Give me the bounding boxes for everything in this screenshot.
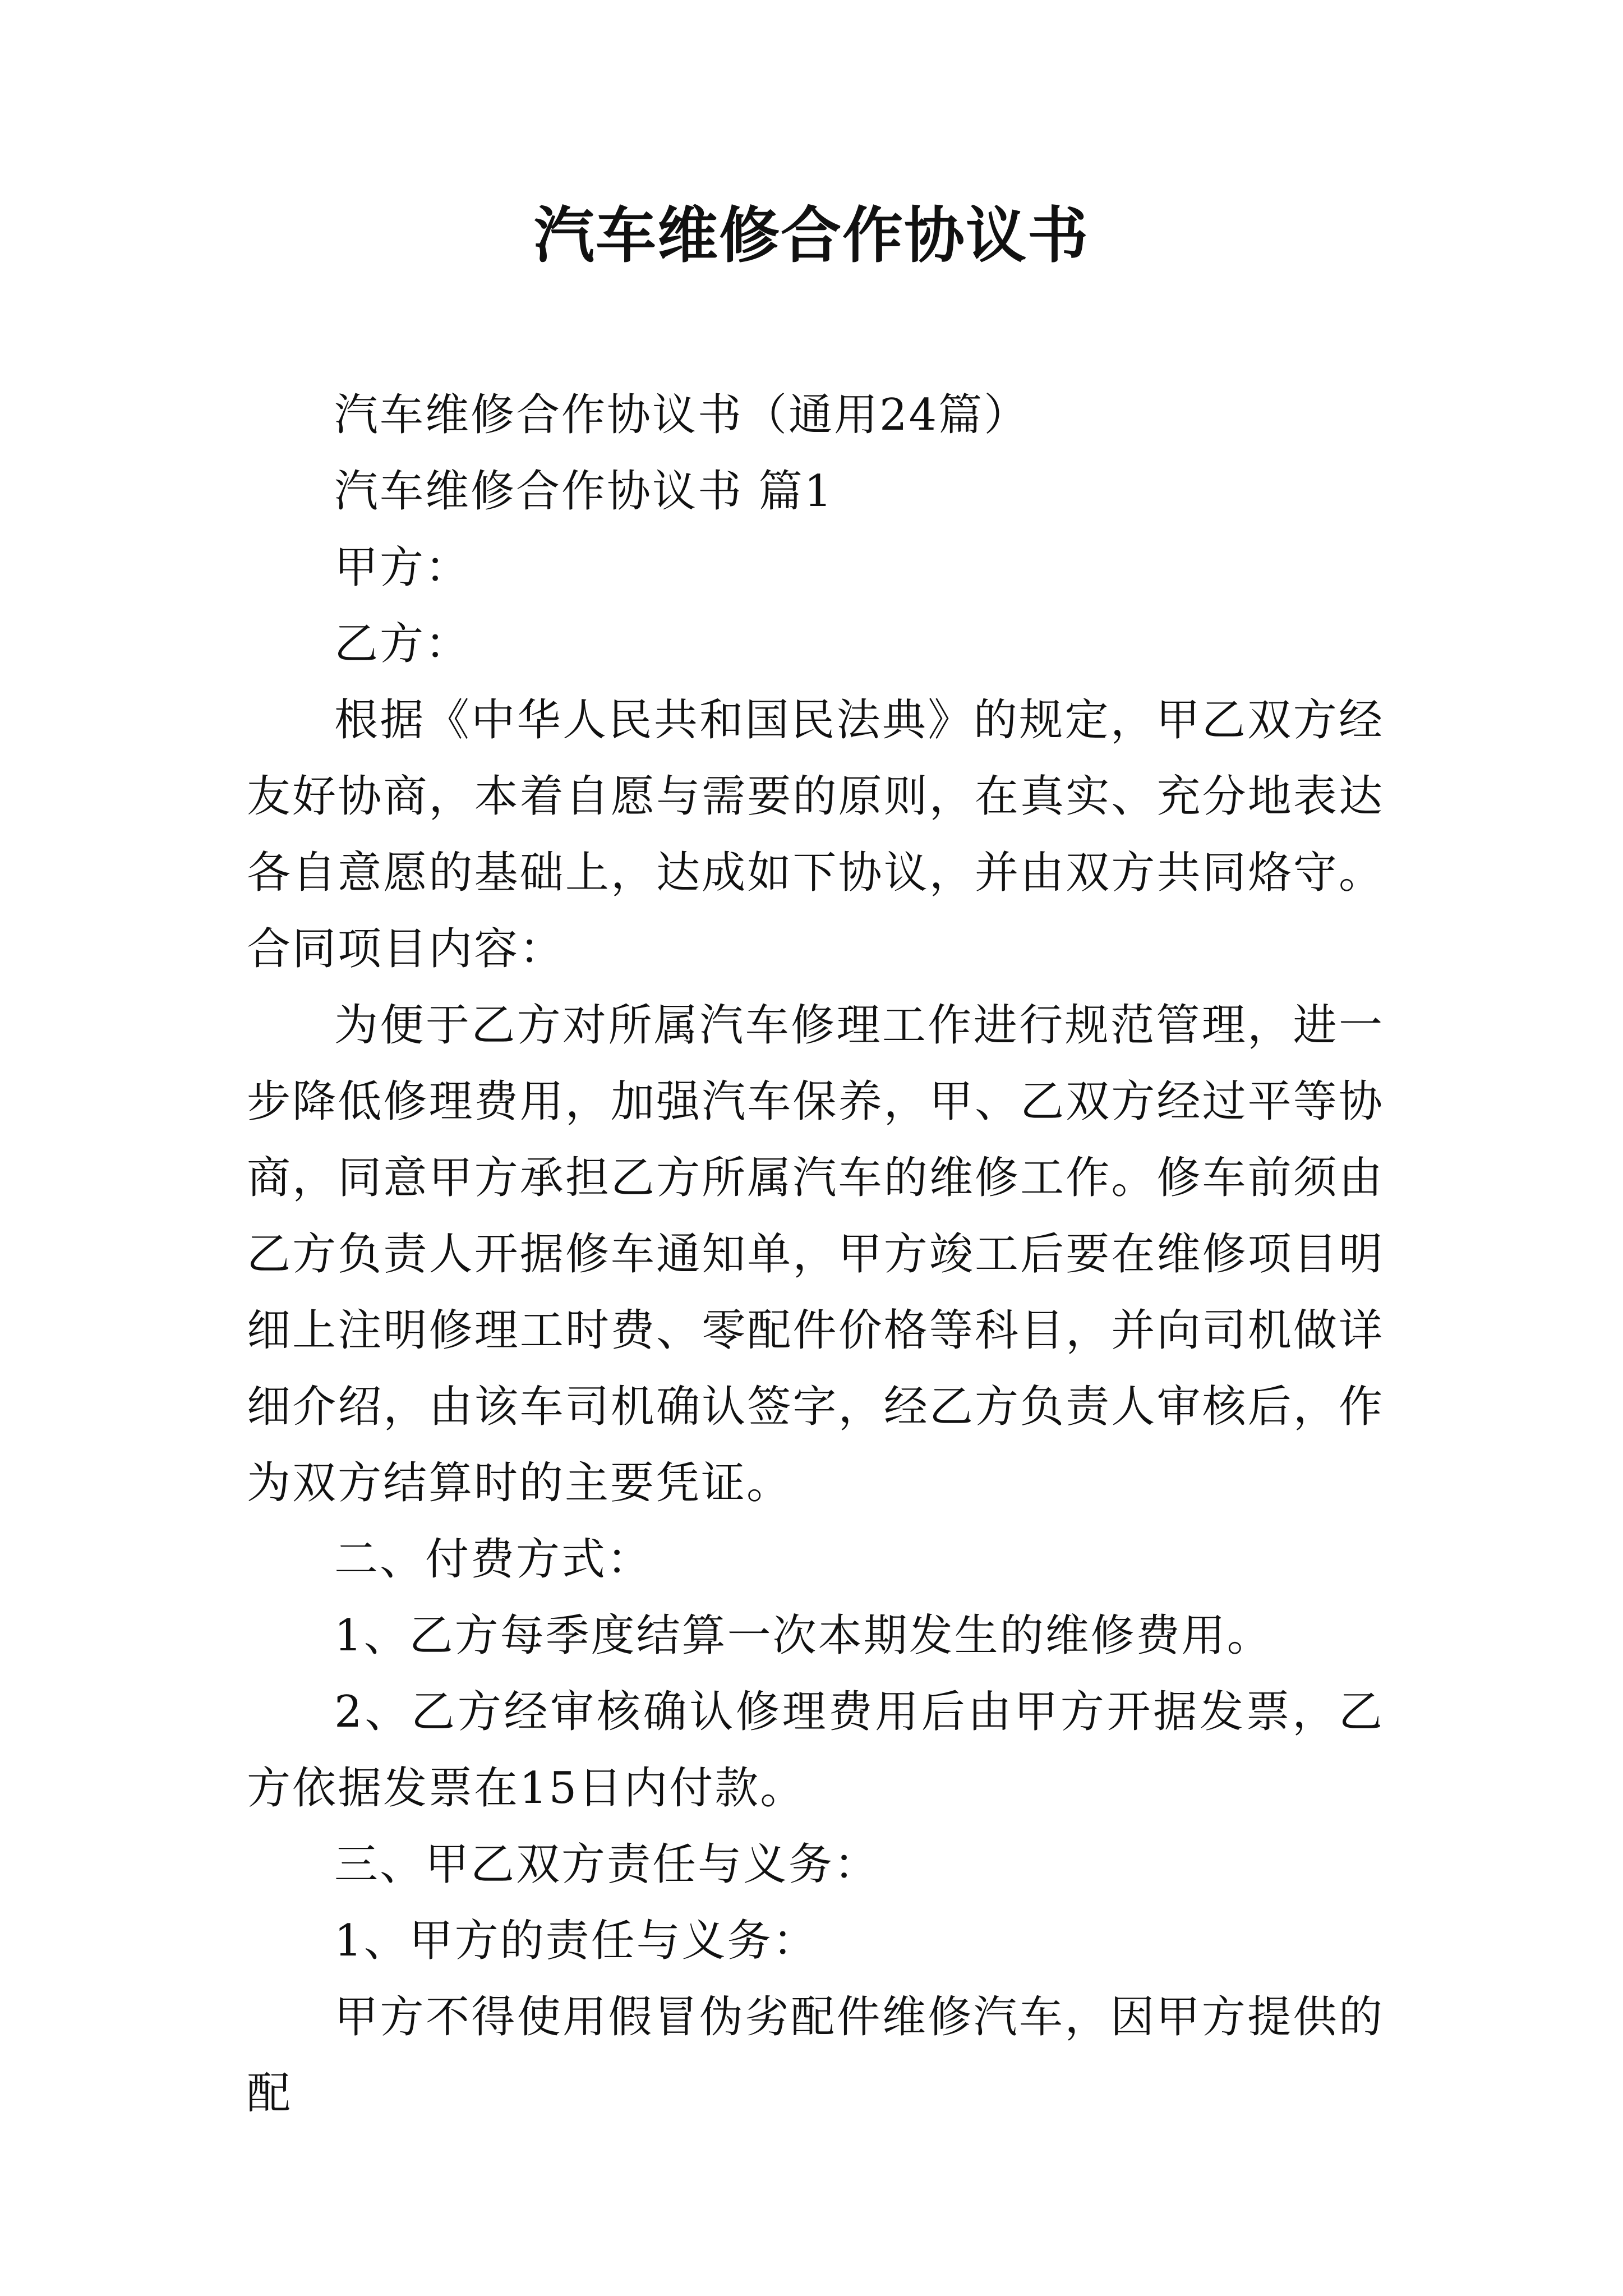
document-title: 汽车维修合作协议书 [533,200,1089,271]
document-body [247,377,1384,2132]
paragraph-section-payment: 二、付费方式： [334,1534,653,1585]
paragraph-party-b: 乙方： [334,619,471,669]
paragraph-article-heading: 汽车维修合作协议书 篇1 [334,466,834,517]
paragraph-duties-text: 甲方不得使用假冒伪劣配件维修汽车，因甲方提供的配 [247,1992,1384,2119]
paragraph-duties-item-1: 1、甲方的责任与义务： [334,1916,818,1966]
paragraph-payment-item-2: 2、乙方经审核确认修理费用后由甲方开据发票，乙方依据发票在15日内付款。 [247,1687,1384,1814]
paragraph-subtitle: 汽车维修合作协议书（通用24篇） [334,390,1030,440]
paragraph-section-duties: 三、甲乙双方责任与义务： [334,1839,880,1890]
paragraph-project-content: 为便于乙方对所属汽车修理工作进行规范管理，进一步降低修理费用，加强汽车保养，甲、乙双方经过平等协商，同意甲方承担乙方所属汽车的维修工作。修车前须由乙方负责人开据修车通知单，甲方竣工后要在维修项目明细上注明修理工时费、零配件价格等科目，并向司机做详细介绍，由该车司机确认签字，经乙方负责人审核后，作为双方结算时的主要凭证。 [247,1000,1384,1508]
paragraph-party-a: 甲方： [334,542,471,593]
paragraph-preamble: 根据《中华人民共和国民法典》的规定，甲乙双方经友好协商，本着自愿与需要的原则，在真实、充分地表达各自意愿的基础上，达成如下协议，并由双方共同烙守。合同项目内容： [247,695,1384,974]
paragraph-payment-item-1: 1、乙方每季度结算一次本期发生的维修费用。 [334,1611,1272,1661]
